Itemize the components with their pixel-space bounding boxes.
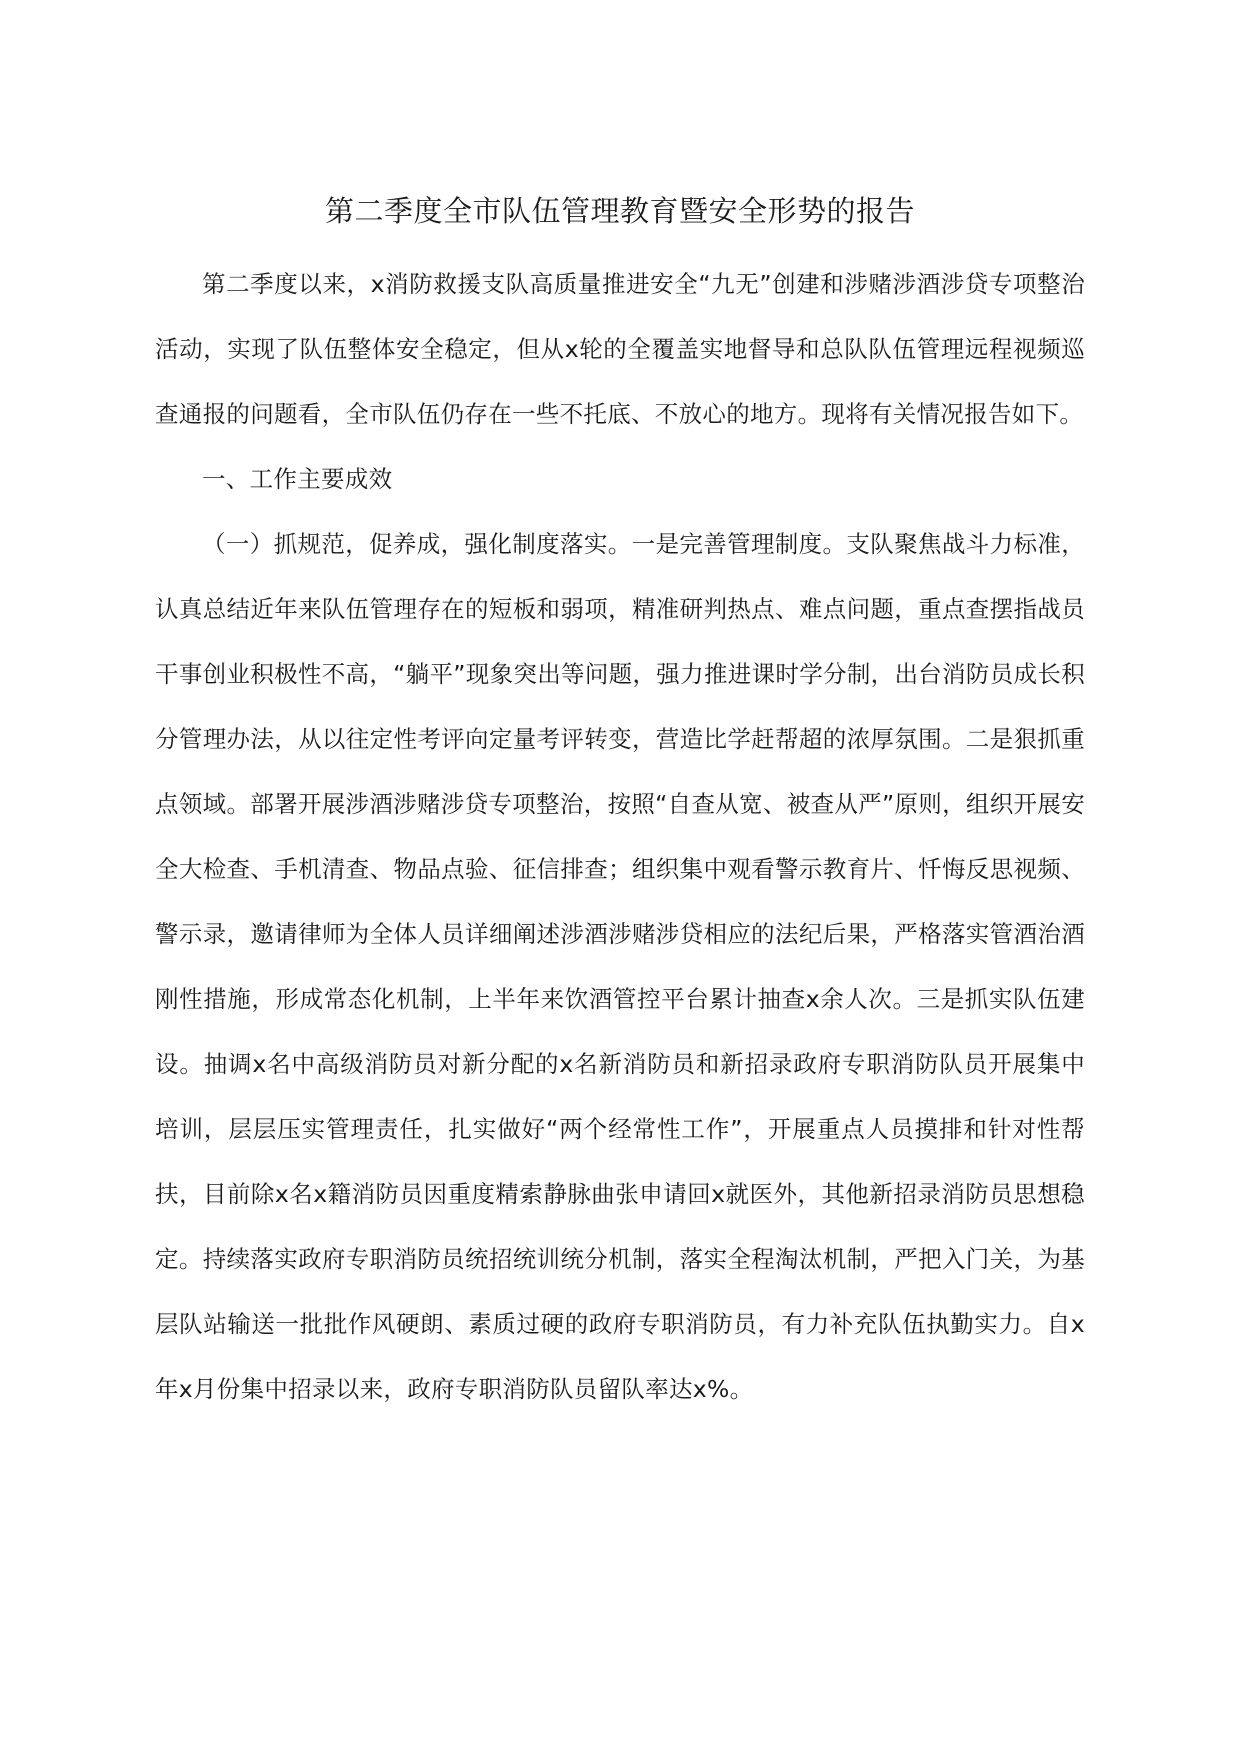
intro-paragraph: 第二季度以来，x消防救援支队高质量推进安全“九无”创建和涉赌涉酒涉贷专项整治活动，实现了队伍整体安全稳定，但从x轮的全覆盖实地督导和总队队伍管理远程视频巡查通报的问题看，全市队伍仍存在一些不托底、不放心的地方。现将有关情况报告如下。 [155, 270, 1085, 428]
body-paragraph: （一）抓规范，促养成，强化制度落实。一是完善管理制度。支队聚焦战斗力标准，认真总结近年来队伍管理存在的短板和弱项，精准研判热点、难点问题，重点查摆指战员干事创业积极性不高，“躺平”现象突出等问题，强力推进课时学分制，出台消防员成长积分管理办法，从以往定性考评向定量考评转变，营造比学赶帮超的浓厚氛围。二是狠抓重点领域。部署开展涉酒涉赌涉贷专项整治，按照“自查从宽、被查从严”原则，组织开展安全大检查、手机清查、物品点验、征信排查；组织集中观看警示教育片、忏悔反思视频、警示录，邀请律师为全体人员详细阐述涉酒涉赌涉贷相应的法纪后果，严格落实管酒治酒刚性措施，形成常态化机制，上半年来饮酒管控平台累计抽查x余人次。三是抓实队伍建设。抽调x名中高级消防员对新分配的x名新消防员和新招录政府专职消防队员开展集中培训，层层压实管理责任，扎实做好“两个经常性工作”，开展重点人员摸排和针对性帮扶，目前除x名x籍消防员因重度精索静脉曲张申请回x就医外，其他新招录消防员思想稳定。持续落实政府专职消防员统招统训统分机制，落实全程淘汰机制，严把入门关，为基层队站输送一批批作风硬朗、素质过硬的政府专职消防员，有力补充队伍执勤实力。自x年x月份集中招录以来，政府专职消防队员留队率达x%。 [155, 530, 1085, 1403]
document-body [155, 252, 1085, 1422]
document-title: 第二季度全市队伍管理教育暨安全形势的报告 [324, 194, 915, 228]
section-heading: 一、工作主要成效 [202, 465, 393, 493]
